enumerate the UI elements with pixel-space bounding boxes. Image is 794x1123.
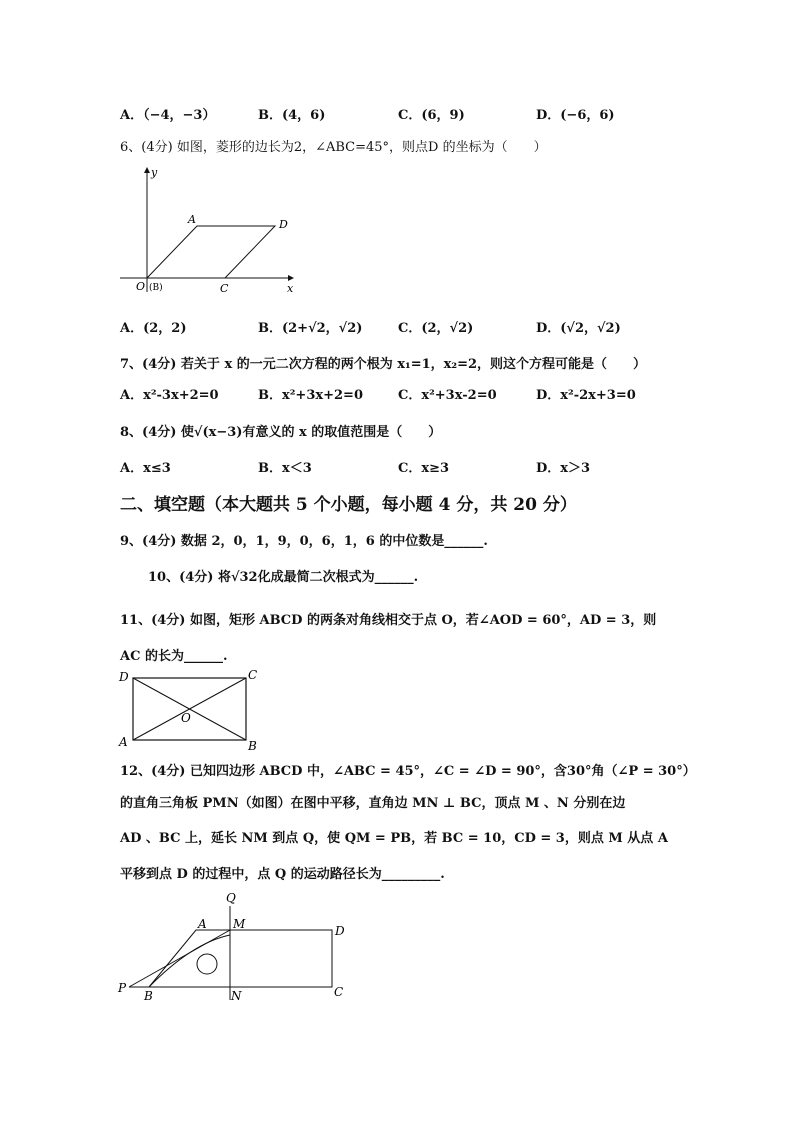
label-q: Q — [226, 891, 236, 905]
label-c: C — [248, 668, 258, 682]
q5-option-c: C．(6，9) — [398, 108, 465, 123]
q11-question-line2: AC 的长为______. — [120, 649, 228, 664]
q8-question: 8、(4分) 使√(x−3)有意义的 x 的取值范围是（ ） — [120, 425, 442, 440]
q6-option-b: B．(2+√2，√2) — [258, 321, 363, 336]
label-a: A — [188, 213, 196, 226]
q9-question: 9、(4分) 数据 2，0，1，9，0，6，1，6 的中位数是______. — [120, 534, 488, 549]
label-x: x — [287, 282, 294, 295]
q5-option-b: B．(4，6) — [258, 108, 326, 123]
label-a: A — [119, 735, 128, 749]
label-o: O — [136, 280, 146, 293]
q11-rectangle-figure — [115, 666, 265, 754]
rhombus — [147, 226, 275, 278]
q12-question-line3: AD 、BC 上，延长 NM 到点 Q，使 QM = PB，若 BC = 10，CD = 3，则点 M 从点 A — [120, 831, 668, 846]
label-d: D — [119, 670, 129, 684]
q7-option-b: B．x²+3x+2=0 — [258, 388, 363, 403]
q6-option-c: C．(2，√2) — [398, 321, 474, 336]
q6-question: 6、(4分) 如图，菱形的边长为2，∠ABC=45°，则点D 的坐标为（ ） — [120, 140, 547, 155]
q5-option-d: D．(−6，6) — [536, 108, 615, 123]
q12-question-line4: 平移到点 D 的过程中，点 Q 的运动路径长为_________. — [120, 867, 445, 882]
label-y: y — [151, 166, 158, 179]
q7-question: 7、(4分) 若关于 x 的一元二次方程的两个根为 x₁=1，x₂=2，则这个方程可能是（ ） — [120, 357, 647, 372]
q6-option-d: D．(√2，√2) — [536, 321, 621, 336]
q12-question-line1: 12、(4分) 已知四边形 ABCD 中，∠ABC = 45°，∠C = ∠D = 90°，含30°角（∠P = 30°） — [120, 764, 696, 779]
label-c: C — [334, 985, 344, 999]
quadrilateral-abcd — [149, 930, 332, 987]
q11-question-line1: 11、(4分) 如图，矩形 ABCD 的两条对角线相交于点 O，若∠AOD = 60°，AD = 3，则 — [120, 613, 657, 628]
label-b: (B) — [149, 283, 163, 293]
label-b: B — [144, 989, 153, 1003]
triangle-edge — [149, 935, 230, 987]
q8-option-a: A．x≤3 — [120, 461, 171, 476]
q10-question: 10、(4分) 将√32化成最简二次根式为______. — [148, 570, 419, 585]
label-n: N — [231, 989, 242, 1003]
label-a: A — [198, 917, 207, 931]
q8-option-b: B．x＜3 — [258, 461, 312, 476]
q12-quadrilateral-figure — [112, 888, 352, 1008]
q7-option-d: D．x²-2x+3=0 — [536, 388, 636, 403]
label-b: B — [248, 739, 257, 753]
triangle-hole — [197, 954, 217, 974]
label-p: P — [118, 981, 127, 995]
q6-rhombus-figure — [115, 160, 305, 295]
label-o: O — [181, 711, 191, 725]
q7-option-a: A．x²-3x+2=0 — [120, 388, 219, 403]
label-d: D — [279, 218, 288, 231]
label-c: C — [220, 282, 229, 295]
q5-option-a: A．（−4，−3） — [120, 108, 216, 123]
q6-option-a: A．(2，2) — [120, 321, 187, 336]
label-d: D — [335, 924, 345, 938]
q7-option-c: C．x²+3x-2=0 — [398, 388, 497, 403]
label-m: M — [233, 917, 246, 931]
q12-question-line2: 的直角三角板 PMN（如图）在图中平移，直角边 MN ⊥ BC，顶点 M 、N 分别在边 — [120, 796, 626, 811]
q8-option-d: D．x＞3 — [536, 461, 591, 476]
section-title: 二、填空题（本大题共 5 个小题，每小题 4 分，共 20 分） — [120, 495, 577, 515]
q8-option-c: C．x≥3 — [398, 461, 450, 476]
